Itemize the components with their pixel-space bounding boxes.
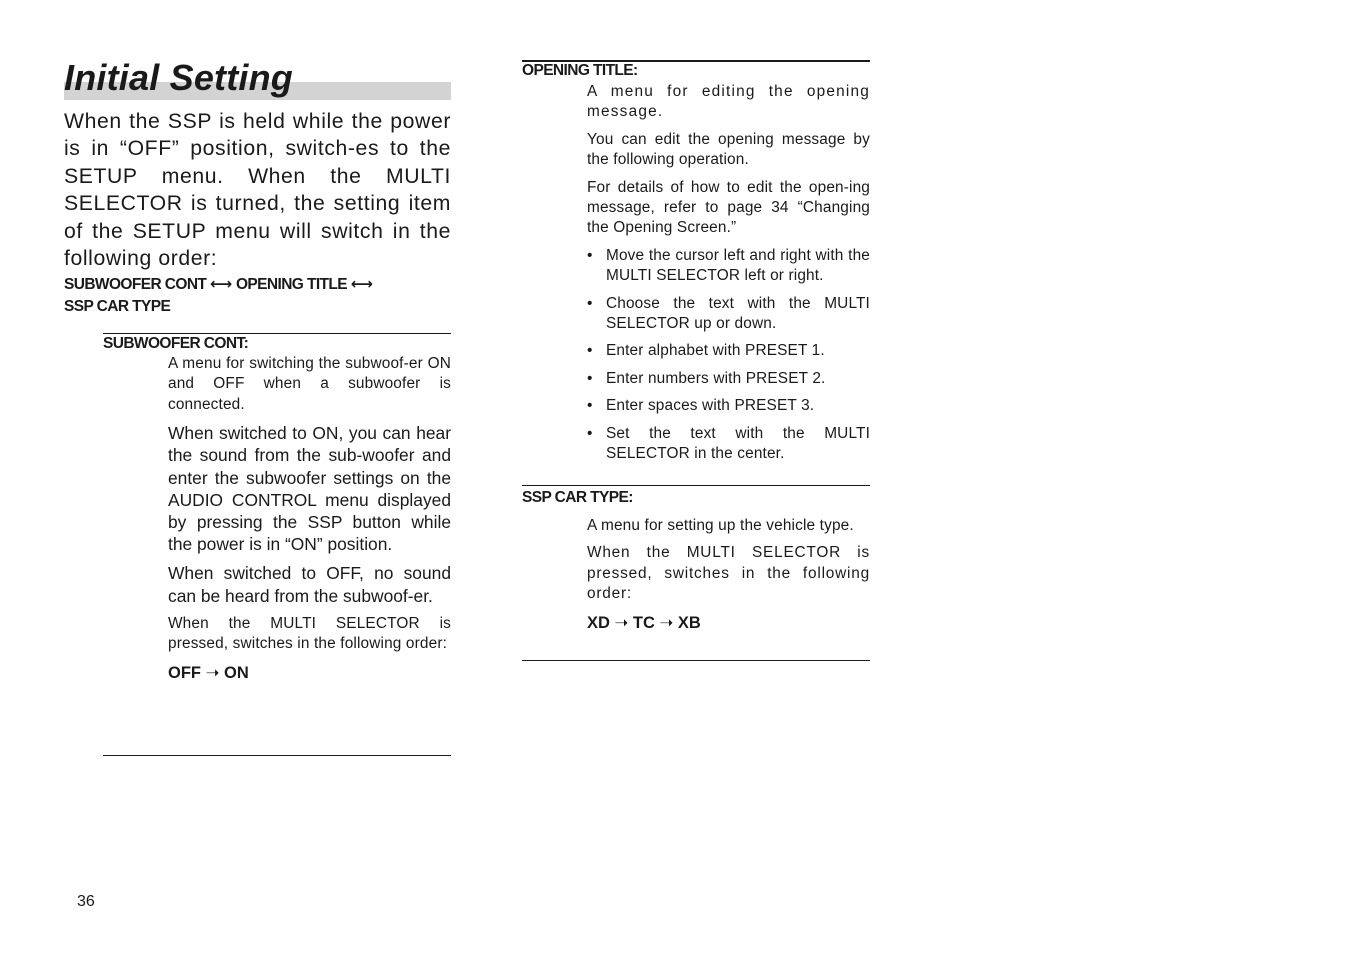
double-arrow-icon: ⟷ <box>210 276 233 293</box>
setup-order-item-3: SSP CAR TYPE <box>64 298 171 315</box>
section-divider <box>522 485 870 486</box>
page-title: Initial Setting <box>64 57 294 98</box>
subwoofer-cont-p4: When the MULTI SELECTOR is pressed, switches in the following order: <box>168 614 451 653</box>
bullet-icon: • <box>587 424 593 442</box>
ssp-car-type-p2: When the MULTI SELECTOR is pressed, switches in the following order: <box>587 544 870 603</box>
setup-order-item-1: SUBWOOFER CONT <box>64 276 207 293</box>
list-item: • Move the cursor left and right with the MULTI SELECTOR left or right. <box>587 246 870 285</box>
opening-title-p1: A menu for editing the opening message. <box>587 83 870 121</box>
list-item: • Enter spaces with PRESET 3. <box>587 396 870 416</box>
subwoofer-cont-p1: A menu for switching the subwoof-er ON and OFF when a subwoofer is connected. <box>168 355 451 413</box>
page-number: 36 <box>77 893 95 910</box>
subwoofer-cont-body <box>168 354 451 690</box>
intro-paragraph: When the SSP is held while the power is in “OFF” position, switch-es to the SETUP menu. When the MULTI SELECTOR is turned, the setting item of the SETUP menu will switch in the following order: <box>64 110 451 271</box>
subwoofer-cont-p3: When switched to OFF, no sound can be heard from the subwoof-er. <box>168 563 451 606</box>
bullet-icon: • <box>587 397 593 415</box>
bullet-icon: • <box>587 342 593 360</box>
ssp-car-type-heading: SSP CAR TYPE: <box>522 489 633 506</box>
subwoofer-cont-p2: When switched to ON, you can hear the sound from the sub-woofer and enter the subwoofer settings on the AUDIO CONTROL menu displayed by pressing the SSP button while the power is in “ON” position. <box>168 423 451 555</box>
opening-title-body <box>587 82 870 472</box>
title-block <box>64 58 451 102</box>
list-item: • Set the text with the MULTI SELECTOR in the center. <box>587 424 870 463</box>
list-item: • Enter numbers with PRESET 2. <box>587 369 870 389</box>
section-divider <box>522 660 870 661</box>
ssp-car-type-order: XD ➝ TC ➝ XB <box>587 613 701 632</box>
list-item: • Enter alphabet with PRESET 1. <box>587 341 870 361</box>
ssp-car-type-body <box>587 516 870 640</box>
opening-title-heading: OPENING TITLE: <box>522 62 638 79</box>
opening-title-bullets <box>587 246 870 465</box>
subwoofer-cont-order: OFF ➝ ON <box>168 663 249 682</box>
setup-order-item-2: OPENING TITLE <box>235 276 348 293</box>
setup-order <box>64 274 451 318</box>
bullet-icon: • <box>587 294 593 312</box>
bullet-icon: • <box>587 246 593 264</box>
bullet-icon: • <box>587 369 593 387</box>
subwoofer-cont-heading: SUBWOOFER CONT: <box>103 335 249 352</box>
opening-title-p3: For details of how to edit the open-ing message, refer to page 34 “Changing the Opening Screen.” <box>587 178 870 237</box>
opening-title-p2: You can edit the opening message by the following operation. <box>587 130 870 169</box>
section-divider <box>103 755 451 756</box>
ssp-car-type-p1: A menu for setting up the vehicle type. <box>587 517 854 534</box>
double-arrow-icon: ⟷ <box>350 276 373 293</box>
list-item: • Choose the text with the MULTI SELECTOR up or down. <box>587 294 870 333</box>
